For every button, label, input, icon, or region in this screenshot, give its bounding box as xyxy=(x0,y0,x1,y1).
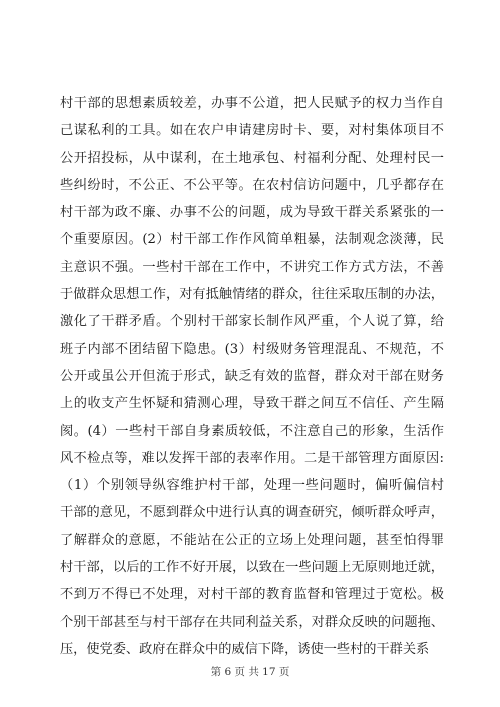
text-line: 公开或虽公开但流于形式，缺乏有效的监督，群众对干部在财务 xyxy=(60,368,444,384)
text-line: 个重要原因。(2）村干部工作作风简单粗暴，法制观念淡薄，民 xyxy=(60,232,444,248)
text-line: 于做群众思想工作，对有抵触情绪的群众，往往采取压制的办法， xyxy=(60,287,444,303)
text-line: 个别干部甚至与村干部存在共同利益关系，对群众反映的问题拖、 xyxy=(60,614,444,630)
text-line: 班子内部不团结留下隐患。(3）村级财务管理混乱、不规范，不 xyxy=(60,341,444,357)
text-line: 压，使党委、政府在群众中的威信下降，诱使一些村的干群关系 xyxy=(60,641,430,657)
text-line: （1）个别领导纵容维护村干部，处理一些问题时，偏听偏信村 xyxy=(60,478,444,494)
text-line: 村干部，以后的工作不好开展，以致在一些问题上无原则地迁就， xyxy=(60,560,444,576)
body-text xyxy=(60,90,444,663)
text-line: 己谋私利的工具。如在农户申请建房时卡、要，对村集体项目不 xyxy=(60,123,444,139)
text-line: 干部的意见，不愿到群众中进行认真的调查研究，倾听群众呼声， xyxy=(60,505,444,521)
text-line: 上的收支产生怀疑和猜测心理，导致干群之间互不信任、产生隔 xyxy=(60,396,444,412)
text-line: 风不检点等，难以发挥干部的表率作用。二是干部管理方面原因: xyxy=(60,450,444,466)
text-line: 不到万不得已不处理，对村干部的教育监督和管理过于宽松。极 xyxy=(60,587,444,603)
text-line: 主意识不强。一些村干部在工作中，不讲究工作方式方法，不善 xyxy=(60,259,444,275)
text-line: 村干部的思想素质较差，办事不公道，把人民赋予的权力当作自 xyxy=(60,96,444,111)
text-line: 公开招投标，从中谋利，在土地承包、村福利分配、处理村民一 xyxy=(60,150,444,166)
text-line: 阂。(4）一些村干部自身素质较低，不注意自己的形象，生活作 xyxy=(60,423,444,439)
page-number-footer: 第 6 页 共 17 页 xyxy=(210,666,290,678)
text-line: 了解群众的意愿，不能站在公正的立场上处理问题，甚至怕得罪 xyxy=(60,532,444,548)
text-line: 村干部为政不廉、办事不公的问题，成为导致干群关系紧张的一 xyxy=(60,205,444,221)
text-line: 些纠纷时，不公正、不公平等。在农村信访问题中，几乎都存在 xyxy=(60,177,444,193)
text-line: 激化了干群矛盾。个别村干部家长制作风严重，个人说了算，给 xyxy=(60,314,444,330)
